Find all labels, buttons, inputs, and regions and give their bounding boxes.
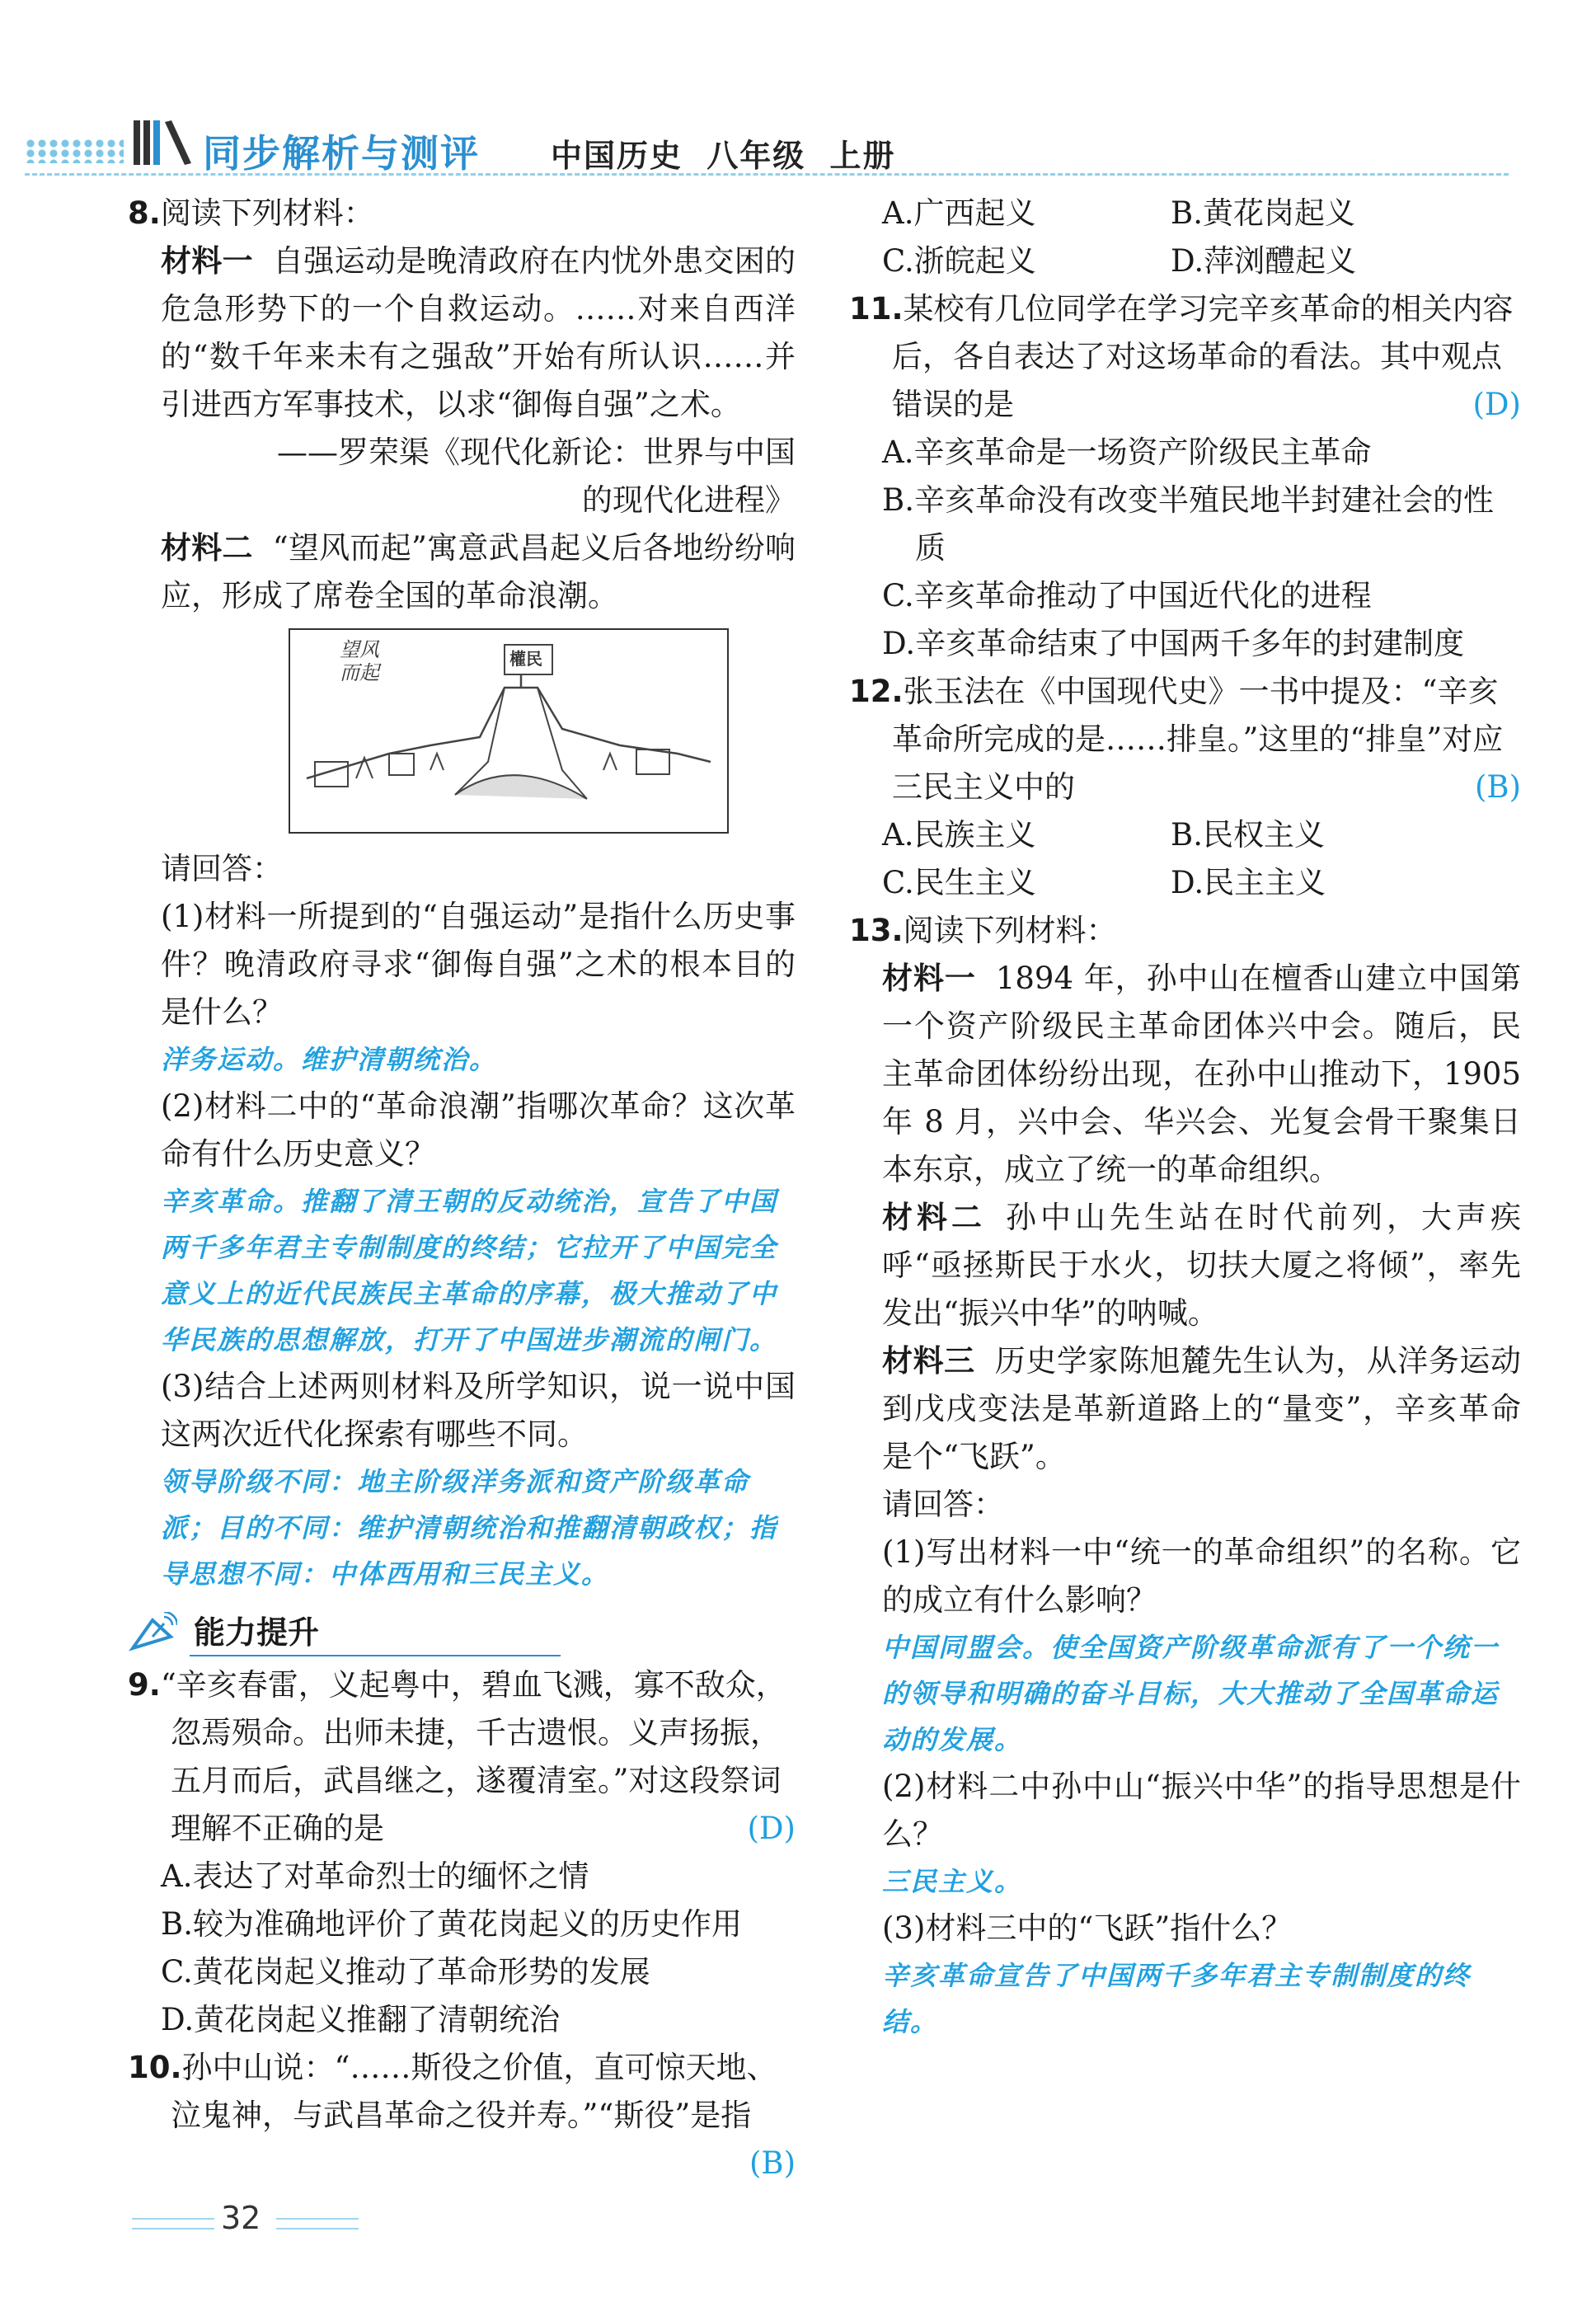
answer-1: 洋务运动。维护清朝统治。 bbox=[161, 1044, 498, 1075]
option-d: D.民主主义 bbox=[1171, 865, 1326, 900]
question-10-stem bbox=[128, 2044, 796, 2140]
question-8-stem bbox=[128, 190, 796, 237]
page-number-rule-right bbox=[276, 2218, 359, 2229]
page-number: 32 bbox=[221, 2200, 261, 2236]
question-number: 12. bbox=[849, 674, 904, 709]
subquestion-2: (2)材料二中的“革命浪潮”指哪次革命？这次革命有什么历史意义？ bbox=[161, 1088, 796, 1172]
question-text: 阅读下列材料： bbox=[903, 913, 1117, 948]
option-a: A.辛亥革命是一场资产阶级民主革命 bbox=[882, 435, 1372, 470]
subquestion-1: (1)材料一所提到的“自强运动”是指什么历史事件？晚清政府寻求“御侮自强”之术的根本目的是什么？ bbox=[161, 899, 796, 1030]
answer-2: 辛亥革命。推翻了清王朝的反动统治，宣告了中国两千多年君主专制制度的终结；它拉开了中国完全意义上的近代民族民主革命的序幕，极大推动了中华民族的思想解放，打开了中国进步潮流的闸门。 bbox=[161, 1186, 778, 1356]
material-text: 历史学家陈旭麓先生认为，从洋务运动到戊戌变法是革新道路上的“量变”，辛亥革命是个“飞跃”。 bbox=[882, 1343, 1522, 1474]
question-number: 10. bbox=[128, 2050, 182, 2085]
material-2 bbox=[128, 524, 796, 620]
option-d: D.辛亥革命结束了中国两千多年的封建制度 bbox=[882, 626, 1465, 661]
header-dots-decoration bbox=[25, 139, 124, 163]
answer-prompt: 请回答： bbox=[161, 851, 283, 886]
answer-prompt: 请回答： bbox=[882, 1487, 1004, 1522]
subquestion-3: (3)材料三中的“飞跃”指什么？ bbox=[882, 1910, 1293, 1946]
cartoon-caption: 望风而起 bbox=[340, 638, 379, 684]
material-text: 自强运动是晚清政府在内忧外患交困的危急形势下的一个自救运动。……对来自西洋的“数千年来未有之强敌”开始有所认识……并引进西方军事技术，以求“御侮自强”之术。 bbox=[161, 243, 796, 422]
book-title: 同步解析与测评 bbox=[203, 131, 480, 176]
answer-1: 中国同盟会。使全国资产阶级革命派有了一个统一的领导和明确的奋斗目标，大大推动了全国革命运动的发展。 bbox=[882, 1632, 1500, 1755]
left-column bbox=[128, 190, 796, 2187]
answer-3: 辛亥革命宣告了中国两千多年君主专制制度的终结。 bbox=[882, 1960, 1472, 2037]
section-underline bbox=[190, 1655, 561, 1656]
option-b: B.较为准确地评价了黄花岗起义的历史作用 bbox=[161, 1906, 742, 1942]
right-column bbox=[849, 190, 1521, 2045]
question-text: 某校有几位同学在学习完辛亥革命的相关内容后，各自表达了对这场革命的看法。其中观点错误的是 bbox=[892, 291, 1514, 422]
question-text: 阅读下列材料： bbox=[160, 195, 374, 231]
material-text: 孙中山先生站在时代前列，大声疾呼“亟拯斯民于水火，切扶大厦之将倾”，率先发出“振兴中华”的呐喊。 bbox=[882, 1200, 1521, 1331]
question-number: 13. bbox=[849, 913, 904, 948]
book-subject: 中国历史 八年级 上册 bbox=[551, 138, 896, 174]
option-b: B.辛亥革命没有改变半殖民地半封建社会的性质 bbox=[882, 482, 1494, 566]
cartoon-flag-text: 權民 bbox=[509, 649, 542, 669]
material-source-line-2: 的现代化进程》 bbox=[582, 482, 796, 518]
answer-2: 三民主义。 bbox=[882, 1866, 1023, 1897]
option-c: C.辛亥革命推动了中国近代化的进程 bbox=[882, 578, 1372, 613]
material-text: “望风而起”寓意武昌起义后各地纷纷响应，形成了席卷全国的革命浪潮。 bbox=[161, 530, 796, 613]
satellite-dish-icon bbox=[128, 1612, 177, 1653]
question-number: 9. bbox=[128, 1667, 161, 1703]
option-c: C.黄花岗起义推动了革命形势的发展 bbox=[161, 1954, 650, 1990]
material-2 bbox=[849, 1194, 1521, 1337]
question-number: 8. bbox=[128, 195, 161, 231]
material-label: 材料二 bbox=[161, 530, 253, 566]
option-b: B.民权主义 bbox=[1171, 817, 1325, 853]
option-c: C.浙皖起义 bbox=[882, 243, 1036, 279]
answer-key: (D) bbox=[1472, 387, 1521, 422]
subquestion-1: (1)写出材料一中“统一的革命组织”的名称。它的成立有什么影响？ bbox=[882, 1534, 1521, 1618]
cartoon-illustration bbox=[289, 628, 729, 834]
material-label: 材料三 bbox=[882, 1343, 975, 1379]
question-text: 孙中山说：“……斯役之价值，直可惊天地、泣鬼神，与武昌革命之役并寿。”“斯役”是指 bbox=[171, 2050, 777, 2133]
question-text: 张玉法在《中国现代史》一书中提及：“辛亥革命所完成的是……排皇。”这里的“排皇”对应三民主义中的 bbox=[892, 674, 1504, 805]
question-text: “辛亥春雷，义起粤中，碧血飞溅，寡不敌众，忽焉殒命。出师未捷，千古遗恨。义声扬振，五月而后，武昌继之，遂覆清室。”对这段祭词理解不正确的是 bbox=[160, 1667, 786, 1846]
option-a: A.广西起义 bbox=[882, 195, 1036, 231]
material-text: 1894 年，孙中山在檀香山建立中国第一个资产阶级民主革命团体兴中会。随后，民主革命团体纷纷出现，在孙中山推动下，1905 年 8 月，兴中会、华兴会、光复会骨干聚集日本东京，成立了统一的革命组织。 bbox=[882, 961, 1521, 1187]
question-10-key-line bbox=[128, 2140, 796, 2187]
subquestion-2: (2)材料二中孙中山“振兴中华”的指导思想是什么？ bbox=[882, 1769, 1521, 1852]
option-b: B.黄花岗起义 bbox=[1171, 195, 1355, 231]
question-number: 11. bbox=[849, 291, 904, 327]
answer-key: (B) bbox=[1474, 769, 1521, 805]
option-a: A.民族主义 bbox=[882, 817, 1036, 853]
question-9-stem bbox=[128, 1661, 796, 1853]
answer-3: 领导阶级不同：地主阶级洋务派和资产阶级革命派；目的不同：维护清朝统治和推翻清朝政权；指导思想不同：中体西用和三民主义。 bbox=[161, 1466, 778, 1590]
question-12-options bbox=[849, 811, 1521, 907]
material-1 bbox=[128, 237, 796, 429]
material-label: 材料一 bbox=[882, 961, 976, 996]
question-11-stem bbox=[849, 285, 1521, 429]
question-10-options bbox=[849, 190, 1521, 285]
answer-key: (B) bbox=[749, 2145, 796, 2181]
option-c: C.民生主义 bbox=[882, 865, 1036, 900]
material-3 bbox=[849, 1337, 1521, 1481]
material-label: 材料一 bbox=[161, 243, 253, 279]
page-number-rule-left bbox=[132, 2218, 214, 2229]
books-logo-icon bbox=[132, 115, 194, 167]
section-heading bbox=[128, 1609, 796, 1656]
material-1 bbox=[849, 955, 1521, 1194]
question-13-stem bbox=[849, 907, 1521, 955]
header-divider bbox=[25, 173, 1509, 176]
answer-key: (D) bbox=[747, 1811, 796, 1846]
option-d: D.萍浏醴起义 bbox=[1171, 243, 1357, 279]
material-source-line-1: ——罗荣渠《现代化新论：世界与中国 bbox=[277, 435, 796, 470]
section-title: 能力提升 bbox=[194, 1614, 320, 1651]
question-12-stem bbox=[849, 668, 1521, 811]
option-a: A.表达了对革命烈士的缅怀之情 bbox=[161, 1858, 589, 1894]
option-d: D.黄花岗起义推翻了清朝统治 bbox=[161, 2002, 561, 2037]
material-label: 材料二 bbox=[882, 1200, 986, 1235]
subquestion-3: (3)结合上述两则材料及所学知识，说一说中国这两次近代化探索有哪些不同。 bbox=[161, 1369, 796, 1452]
